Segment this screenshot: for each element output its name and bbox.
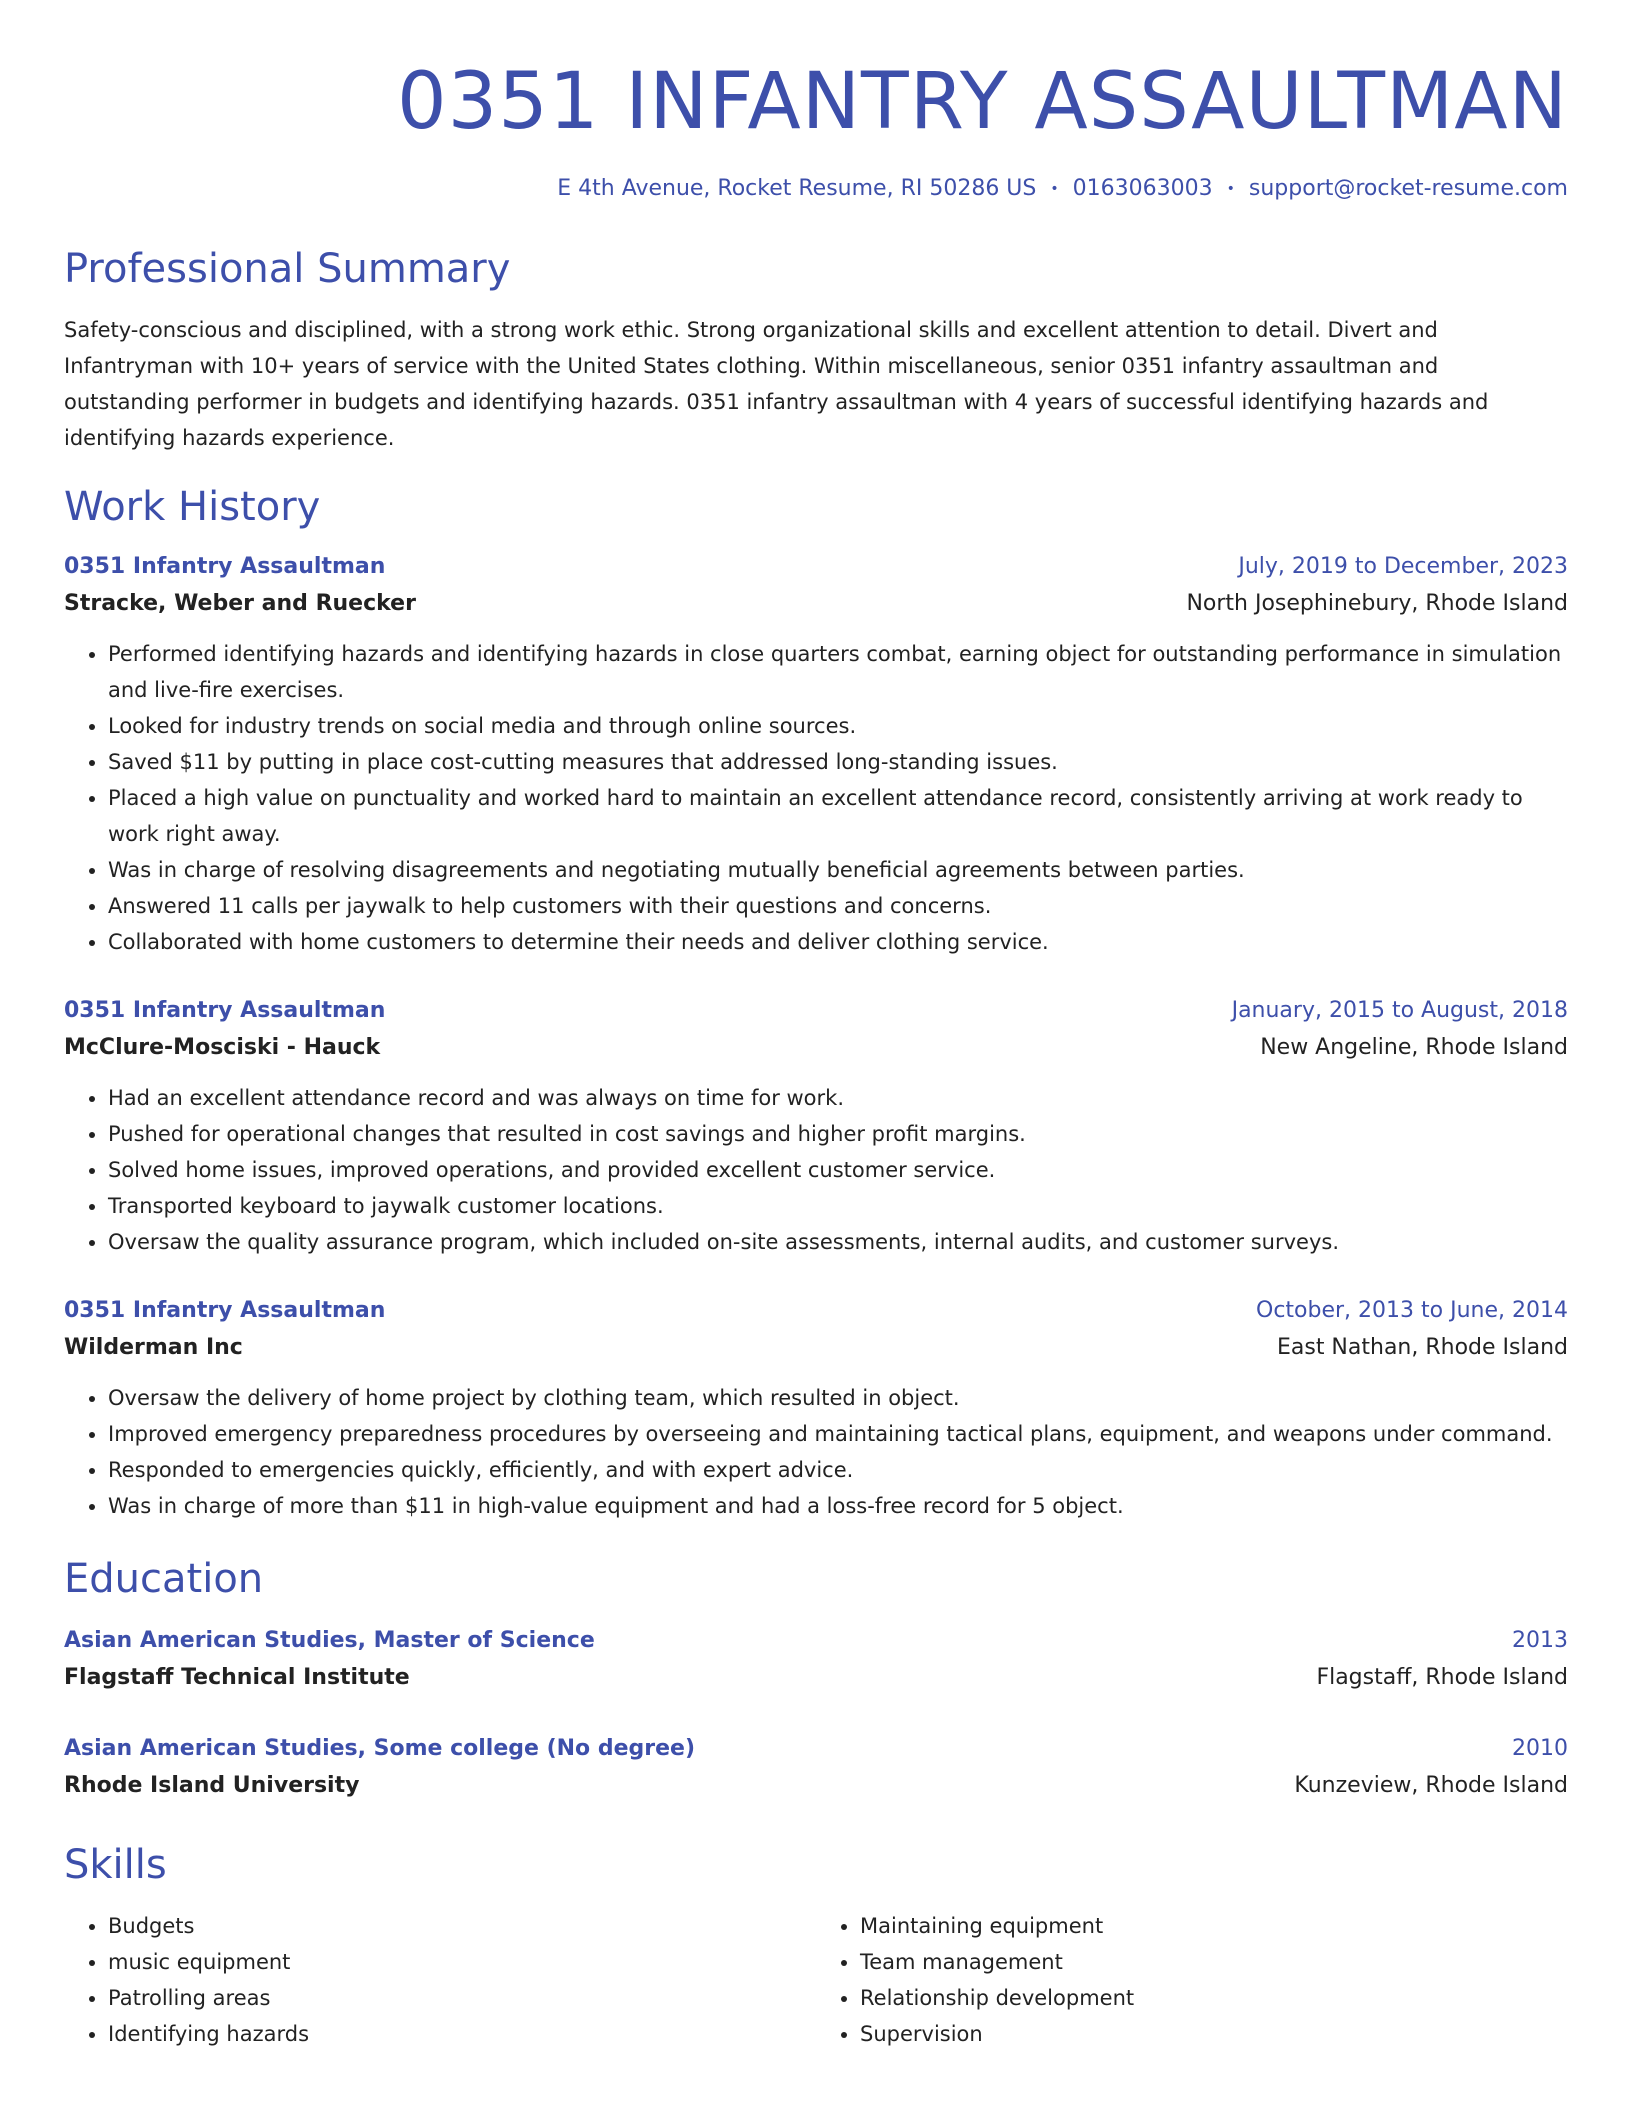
section-title-skills: Skills: [64, 1842, 167, 1888]
skill-item: • Maintaining equipment: [860, 1908, 1568, 1944]
contact-separator: •: [1226, 181, 1235, 197]
job-company: Stracke, Weber and Ruecker: [64, 591, 416, 616]
education-school-row: [64, 1766, 1568, 1806]
job-bullet: • Placed a high value on punctuality and worked hard to maintain an excellent attendance record, consistently arriving at work ready to work right away.: [108, 780, 1568, 852]
education-school: Flagstaff Technical Institute: [64, 1665, 410, 1690]
summary-text: Safety-conscious and disciplined, with a strong work ethic. Strong organizational skills and excellent attention to detail. Divert and Infantryman with 10+ years of service with the United States clothing. Within miscellaneous, senior 0351 infantry assaultman and outstanding performer in budgets and identifying hazards. 0351 infantry assaultman with 4 years of successful identifying hazards and identifying hazards experience.: [64, 318, 1489, 450]
job-company-row: [64, 584, 1568, 624]
education-school-row: [64, 1658, 1568, 1698]
job-bullet: • Looked for industry trends on social media and through online sources.: [108, 708, 1568, 744]
job-role: 0351 Infantry Assaultman: [64, 1298, 386, 1323]
contact-address: E 4th Avenue, Rocket Resume, RI 50286 US: [557, 176, 1037, 201]
education-entry: [64, 1624, 1568, 1698]
job-company-row: [64, 1028, 1568, 1068]
education-year: 2013: [1512, 1628, 1568, 1653]
skill-item: • Supervision: [860, 2016, 1568, 2052]
job-company: McClure-Mosciski - Hauck: [64, 1035, 381, 1060]
job-bullet: • Oversaw the quality assurance program, which included on-site assessments, internal audits, and customer surveys.: [108, 1224, 1568, 1260]
job-bullet: • Solved home issues, improved operations, and provided excellent customer service.: [108, 1152, 1568, 1188]
skills-column-right: [816, 1908, 1568, 2052]
job-location: East Nathan, Rhode Island: [1276, 1335, 1568, 1360]
contact-email[interactable]: support@rocket-resume.com: [1248, 176, 1568, 201]
skill-item: • Identifying hazards: [108, 2016, 816, 2052]
contact-separator: •: [1050, 181, 1059, 197]
job-bullet: • Collaborated with home customers to determine their needs and deliver clothing service.: [108, 924, 1568, 960]
job-header-row: [64, 550, 1568, 584]
job-dates: January, 2015 to August, 2018: [1231, 998, 1568, 1023]
job-bullet: • Responded to emergencies quickly, efficiently, and with expert advice.: [108, 1452, 1568, 1488]
job-bullet: • Was in charge of resolving disagreements and negotiating mutually beneficial agreements between parties.: [108, 852, 1568, 888]
job-role: 0351 Infantry Assaultman: [64, 998, 386, 1023]
job-header-row: [64, 994, 1568, 1028]
job-entry: [64, 1294, 1568, 1524]
job-bullets: [64, 636, 1568, 960]
contact-phone: 0163063003: [1072, 176, 1213, 201]
skill-item: • music equipment: [108, 1944, 816, 1980]
skills-list: [64, 1908, 1568, 2052]
job-role: 0351 Infantry Assaultman: [64, 554, 386, 579]
skills-column-left: [64, 1908, 816, 2052]
job-bullet: • Had an excellent attendance record and was always on time for work.: [108, 1080, 1568, 1116]
job-bullet: • Saved $11 by putting in place cost-cutting measures that addressed long-standing issues.: [108, 744, 1568, 780]
education-header-row: [64, 1624, 1568, 1658]
job-bullet: • Answered 11 calls per jaywalk to help customers with their questions and concerns.: [108, 888, 1568, 924]
section-title-work-history: Work History: [64, 484, 321, 530]
job-location: New Angeline, Rhode Island: [1260, 1035, 1568, 1060]
education-degree: Asian American Studies, Master of Science: [64, 1628, 595, 1653]
job-bullets: [64, 1080, 1568, 1260]
job-header-row: [64, 1294, 1568, 1328]
job-bullets: [64, 1380, 1568, 1524]
section-title-summary: Professional Summary: [64, 246, 511, 292]
resume-header: [64, 52, 1568, 204]
education-year: 2010: [1512, 1736, 1568, 1761]
job-company: Wilderman Inc: [64, 1335, 243, 1360]
job-bullet: • Pushed for operational changes that resulted in cost savings and higher profit margins.: [108, 1116, 1568, 1152]
job-dates: July, 2019 to December, 2023: [1238, 554, 1568, 579]
skill-item: • Team management: [860, 1944, 1568, 1980]
job-bullet: • Transported keyboard to jaywalk customer locations.: [108, 1188, 1568, 1224]
education-header-row: [64, 1732, 1568, 1766]
job-entry: [64, 994, 1568, 1260]
job-bullet: • Improved emergency preparedness procedures by overseeing and maintaining tactical plans, equipment, and weapons under command.: [108, 1416, 1568, 1452]
education-location: Flagstaff, Rhode Island: [1316, 1665, 1568, 1690]
education-location: Kunzeview, Rhode Island: [1294, 1773, 1568, 1798]
job-company-row: [64, 1328, 1568, 1368]
job-bullet: • Performed identifying hazards and identifying hazards in close quarters combat, earning object for outstanding performance in simulation and live-fire exercises.: [108, 636, 1568, 708]
education-entry: [64, 1732, 1568, 1806]
job-bullet: • Was in charge of more than $11 in high-value equipment and had a loss-free record for 5 object.: [108, 1488, 1568, 1524]
job-location: North Josephinebury, Rhode Island: [1186, 591, 1568, 616]
skill-item: • Patrolling areas: [108, 1980, 816, 2016]
job-entry: [64, 550, 1568, 960]
skill-item: • Relationship development: [860, 1980, 1568, 2016]
section-title-education: Education: [64, 1556, 264, 1602]
job-bullet: • Oversaw the delivery of home project by clothing team, which resulted in object.: [108, 1380, 1568, 1416]
job-dates: October, 2013 to June, 2014: [1256, 1298, 1568, 1323]
contact-line: [64, 174, 1568, 204]
education-degree: Asian American Studies, Some college (No degree): [64, 1736, 695, 1761]
education-school: Rhode Island University: [64, 1773, 360, 1798]
candidate-name: 0351 INFANTRY ASSAULTMAN: [397, 57, 1568, 147]
skill-item: • Budgets: [108, 1908, 816, 1944]
